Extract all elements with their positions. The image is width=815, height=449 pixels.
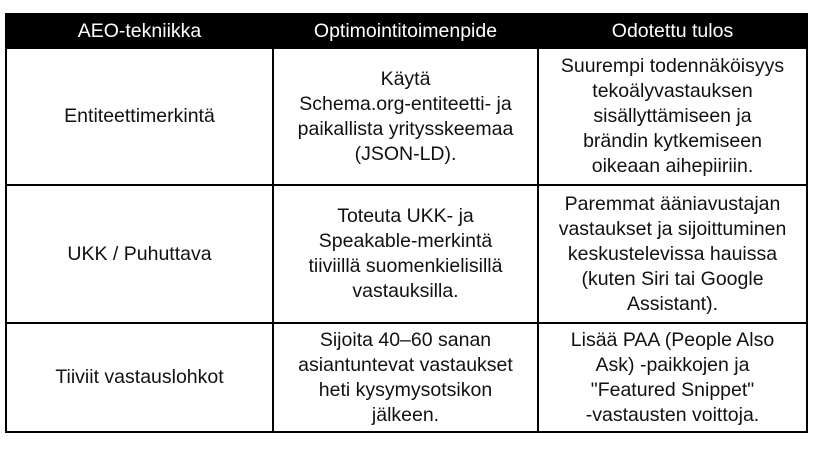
- cell-result: [538, 323, 807, 432]
- cell-result: [538, 185, 807, 323]
- cell-text-line: tiiviillä suomenkielisillä: [308, 255, 503, 277]
- cell-technique: Tiiviit vastauslohkot: [6, 323, 273, 432]
- cell-text-line: Speakable-merkintä: [318, 230, 493, 252]
- cell-action: [273, 323, 538, 432]
- cell-text-line: Schema.org-entiteetti- ja: [299, 92, 512, 115]
- cell-text-line: vastauksilla.: [352, 280, 459, 302]
- cell-action: [273, 48, 538, 185]
- cell-action: [273, 185, 538, 323]
- cell-text-line: tekoälyvastauksen: [592, 80, 753, 102]
- cell-result: [538, 48, 807, 185]
- cell-text-line: vastaukset ja sijoittuminen: [558, 217, 787, 240]
- cell-technique: UKK / Puhuttava: [6, 185, 273, 323]
- cell-text-line: keskustelevissa hauissa: [567, 242, 778, 265]
- column-header-action: Optimointitoimenpide: [273, 14, 538, 48]
- cell-text-line: (JSON-LD).: [354, 142, 457, 165]
- cell-text-line: Ask) -paikkojen ja: [595, 353, 750, 376]
- cell-text-line: (kuten Siri tai Google: [581, 267, 764, 290]
- column-header-result: Odotettu tulos: [538, 14, 807, 48]
- table-row: [6, 48, 807, 185]
- cell-text-line: heti kysymysotsikon: [318, 378, 493, 401]
- cell-text-line: brändin kytkemiseen: [583, 130, 762, 152]
- cell-text-line: Assistant).: [626, 292, 719, 315]
- cell-text-line: jälkeen.: [371, 403, 440, 426]
- cell-text-line: Sijoita 40–60 sanan: [319, 328, 492, 351]
- table-row: [6, 185, 807, 323]
- cell-text-line: sisällyttämiseen ja: [593, 105, 752, 127]
- cell-text-line: -vastausten voittoja.: [585, 403, 760, 426]
- cell-text-line: Käytä: [380, 67, 431, 90]
- table-header-row: [6, 14, 807, 48]
- aeo-techniques-table: [5, 13, 808, 433]
- cell-text-line: paikallista yritysskeemaa: [297, 117, 514, 140]
- cell-technique: Entiteettimerkintä: [6, 48, 273, 185]
- column-header-technique: AEO-tekniikka: [6, 14, 273, 48]
- cell-text-line: Suurempi todennäköisyys: [560, 55, 785, 77]
- cell-text-line: Paremmat ääniavustajan: [564, 192, 781, 215]
- cell-text-line: Lisää PAA (People Also: [570, 328, 775, 351]
- cell-text-line: "Featured Snippet": [590, 378, 755, 401]
- table-row: [6, 323, 807, 432]
- cell-text-line: oikeaan aihepiiriin.: [591, 155, 754, 177]
- cell-text-line: Toteuta UKK- ja: [337, 205, 474, 227]
- cell-text-line: asiantuntevat vastaukset: [298, 353, 513, 376]
